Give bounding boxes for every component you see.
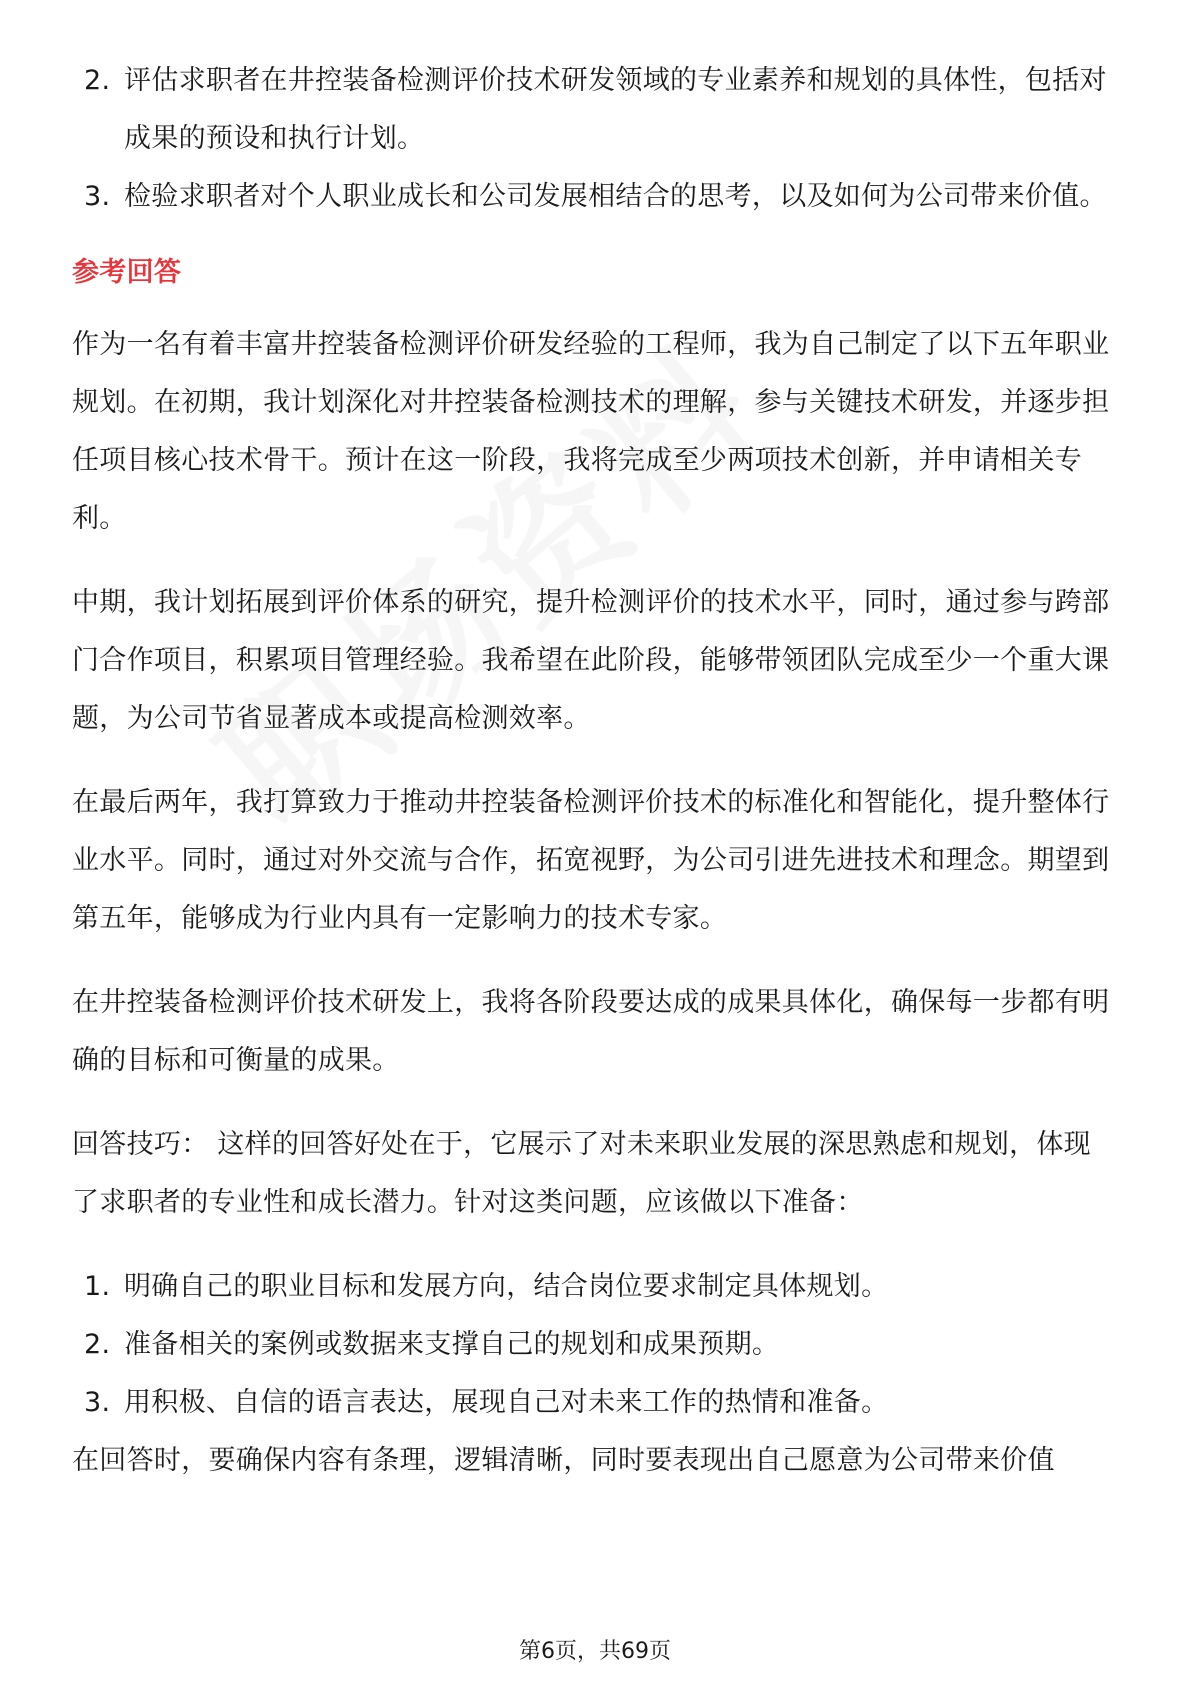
list-item-number: 1. (84, 1271, 111, 1302)
answer-tips-paragraph: 回答技巧： 这样的回答好处在于，它展示了对未来职业发展的深思熟虑和规划，体现了求职者的专业性和成长潜力。针对这类问题，应该做以下准备： (72, 1129, 1091, 1218)
tips-numbered-list (72, 1258, 1118, 1432)
paragraph: 在井控装备检测评价技术研发上，我将各阶段要达成的成果具体化，确保每一步都有明确的目标和可衡量的成果。 (72, 987, 1110, 1076)
top-numbered-list (72, 52, 1118, 226)
page-footer: 第6页，共69页 (519, 1639, 671, 1664)
paragraph: 中期，我计划拓展到评价体系的研究，提升检测评价的技术水平，同时，通过参与跨部门合作项目，积累项目管理经验。我希望在此阶段，能够带领团队完成至少一个重大课题，为公司节省显著成本或提高检测效率。 (72, 587, 1110, 734)
list-item-text: 准备相关的案例或数据来支撑自己的规划和成果预期。 (124, 1329, 780, 1360)
list-item (72, 1316, 1118, 1374)
list-item (72, 52, 1118, 168)
list-item-text: 检验求职者对个人职业成长和公司发展相结合的思考，以及如何为公司带来价值。 (124, 181, 1107, 212)
list-item-number: 3. (84, 181, 111, 212)
paragraph: 作为一名有着丰富井控装备检测评价研发经验的工程师，我为自己制定了以下五年职业规划。在初期，我计划深化对井控装备检测技术的理解，参与关键技术研发，并逐步担任项目核心技术骨干。预计在这一阶段，我将完成至少两项技术创新，并申请相关专利。 (72, 329, 1110, 534)
list-item-number: 3. (84, 1387, 111, 1418)
list-item-text: 明确自己的职业目标和发展方向，结合岗位要求制定具体规划。 (124, 1271, 889, 1302)
section-heading: 参考回答 (72, 257, 182, 288)
list-item-text: 用积极、自信的语言表达，展现自己对未来工作的热情和准备。 (124, 1387, 889, 1418)
list-item-number: 2. (84, 1329, 111, 1360)
list-item (72, 1374, 1118, 1432)
list-item-number: 2. (84, 65, 111, 96)
page-content (72, 52, 1118, 1516)
list-item-text: 评估求职者在井控装备检测评价技术研发领域的专业素养和规划的具体性，包括对成果的预设和执行计划。 (124, 65, 1107, 154)
closing-paragraph: 在回答时，要确保内容有条理，逻辑清晰，同时要表现出自己愿意为公司带来价值 (72, 1445, 1055, 1476)
paragraph: 在最后两年，我打算致力于推动井控装备检测评价技术的标准化和智能化，提升整体行业水平。同时，通过对外交流与合作，拓宽视野，为公司引进先进技术和理念。期望到第五年，能够成为行业内具有一定影响力的技术专家。 (72, 787, 1110, 934)
list-item (72, 1258, 1118, 1316)
list-item (72, 168, 1118, 226)
